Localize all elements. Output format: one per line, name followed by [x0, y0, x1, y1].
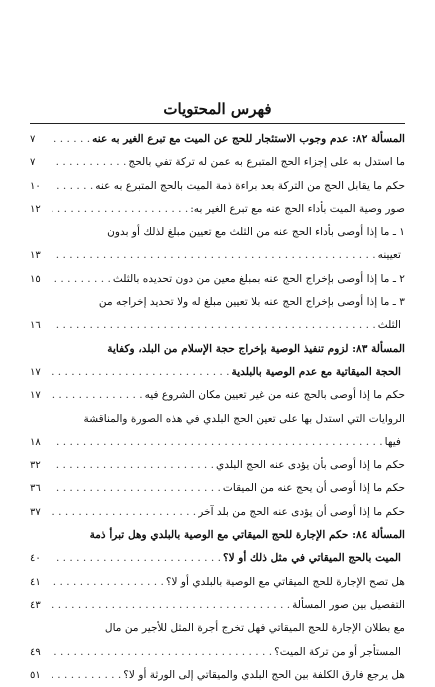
toc-entry-text: حكم ما إذا أوصى بالحج عنه من غير تعيين مكان الشروع فيه [144, 389, 405, 402]
toc-page-number: ١٧ [30, 390, 41, 402]
toc-entry[interactable] [30, 198, 405, 221]
toc-entry[interactable] [30, 361, 405, 384]
toc-entry-text: ٢ ـ ما إذا أوصى بإخراج الحج عنه بمبلغ معين من دون تحديده بالثلث [112, 272, 405, 285]
toc-page-number: ٧ [30, 157, 36, 169]
dot-leader [52, 314, 378, 337]
dot-leader [52, 641, 274, 664]
toc-page-number: ٥١ [30, 669, 41, 681]
toc-entry-text: ١ ـ ما إذا أوصى بأداء الحج عنه من الثلث مع تعيين مبلغ لذلك أو بدون [107, 226, 405, 239]
toc-page-number: ٣٢ [30, 460, 41, 472]
dot-leader [52, 384, 145, 407]
dot-leader [52, 594, 292, 617]
toc-entry[interactable] [30, 477, 405, 500]
toc-page-number: ١٣ [30, 250, 41, 262]
toc-entry-text: مع بطلان الإجارة للحج الميقاتي فهل تخرج أجرة المثل للأجير من مال [104, 622, 405, 635]
toc-entry-text: التفصيل بين صور المسألة [292, 598, 405, 611]
toc-entry[interactable] [30, 128, 405, 151]
toc-page-number: ٣٦ [30, 483, 41, 495]
title-divider [30, 123, 405, 124]
toc-page-number: ٤١ [30, 576, 41, 588]
dot-leader [52, 361, 232, 384]
toc-entry-text: هل يرجع فارق الكلفة بين الحج البلدي والميقاتي إلى الورثة أو لا؟ [123, 668, 405, 681]
dot-leader [52, 477, 223, 500]
toc-page-number: ١٥ [30, 273, 41, 285]
toc-entry-text: حكم ما إذا أوصى أن يحج عنه من الميقات [222, 482, 405, 495]
toc-entry-text: فيها [384, 435, 401, 448]
toc-page-number: ٤٣ [30, 599, 41, 611]
toc-page-number: ١٦ [30, 320, 41, 332]
toc-entry-text: الروايات التي استدل بها على تعين الحج البلدي في هذه الصورة والمناقشة [83, 412, 405, 425]
toc-entry[interactable] [30, 384, 405, 407]
dot-leader [52, 128, 92, 151]
dot-leader [52, 175, 95, 198]
toc-entry-text: هل تصح الإجارة للحج الميقاتي مع الوصية بالبلدي أو لا؟ [165, 575, 405, 588]
toc-page-number: ١٧ [30, 366, 41, 378]
toc-page-number: ٤٩ [30, 646, 41, 658]
dot-leader [52, 244, 378, 267]
toc-entry[interactable] [30, 664, 405, 687]
toc-entry[interactable] [30, 617, 405, 640]
toc-entry[interactable] [30, 641, 405, 664]
toc-entry-text: ٣ ـ ما إذا أوصى بإخراج الحج عنه بلا تعيين مبلغ له ولا تحديد إخراجه من [98, 296, 405, 309]
toc-page-number: ٤٠ [30, 553, 41, 565]
toc-entry[interactable] [30, 291, 405, 314]
toc-entry[interactable] [30, 431, 405, 454]
toc-entry-text: الحجة الميقاتية مع عدم الوصية بالبلدية [231, 365, 401, 378]
toc-entry[interactable] [30, 501, 405, 524]
page-title: فهرس المحتويات [163, 100, 272, 118]
toc-page-number: ١٢ [30, 203, 41, 215]
toc-entry[interactable] [30, 151, 405, 174]
toc-entry-text: صور وصية الميت بأداء الحج عنه مع تبرع الغير به: [190, 202, 405, 215]
table-of-contents [30, 128, 405, 687]
dot-leader [52, 268, 113, 291]
dot-leader [52, 501, 198, 524]
toc-entry[interactable] [30, 594, 405, 617]
dot-leader [52, 454, 216, 477]
toc-entry-text: حكم ما إذا أوصى أن يؤدى عنه الحج من بلد آخر [198, 505, 405, 518]
toc-entry[interactable] [30, 408, 405, 431]
dot-leader [52, 571, 166, 594]
toc-entry[interactable] [30, 314, 405, 337]
toc-entry[interactable] [30, 571, 405, 594]
toc-entry[interactable] [30, 221, 405, 244]
dot-leader [52, 151, 128, 174]
toc-page-number: ٣٧ [30, 506, 41, 518]
toc-entry-text: حكم ما إذا أوصى بأن يؤدى عنه الحج البلدي [216, 459, 405, 472]
toc-entry-text: حكم ما يقابل الحج من التركة بعد براءة ذمة الميت بالحج المتبرع به عنه [95, 179, 405, 192]
toc-entry-text: المسألة ٨٢: عدم وجوب الاستئجار للحج عن الميت مع تبرع الغير به عنه [92, 133, 405, 145]
toc-entry-text: المسألة ٨٣: لزوم تنفيذ الوصية بإخراج حجة الإسلام من البلد، وكفاية [107, 342, 405, 355]
dot-leader [52, 198, 190, 221]
toc-entry-text: المستأجر أو من تركة الميت؟ [274, 645, 401, 658]
toc-entry-text: ما استدل به على إجزاء الحج المتبرع به عمن له تركة تفي بالحج [128, 156, 405, 169]
toc-entry-text: تعيينه [377, 249, 401, 262]
toc-entry-text: المسألة ٨٤: حكم الإجارة للحج الميقاتي مع الوصية بالبلدي وهل تبرأ ذمة [89, 529, 405, 542]
toc-entry[interactable] [30, 338, 405, 361]
toc-entry[interactable] [30, 268, 405, 291]
toc-entry[interactable] [30, 244, 405, 267]
dot-leader [52, 547, 223, 570]
dot-leader [52, 664, 123, 687]
toc-page-number: ١٠ [30, 180, 41, 192]
toc-entry[interactable] [30, 547, 405, 570]
toc-entry[interactable] [30, 524, 405, 547]
toc-entry-text: الثلث [377, 319, 401, 332]
dot-leader [52, 431, 385, 454]
toc-entry-text: الميت بالحج الميقاتي في مثل ذلك أو لا؟ [222, 552, 401, 565]
toc-entry[interactable] [30, 454, 405, 477]
toc-entry[interactable] [30, 175, 405, 198]
toc-page-number: ٧ [30, 134, 36, 145]
toc-page-number: ١٨ [30, 436, 41, 448]
